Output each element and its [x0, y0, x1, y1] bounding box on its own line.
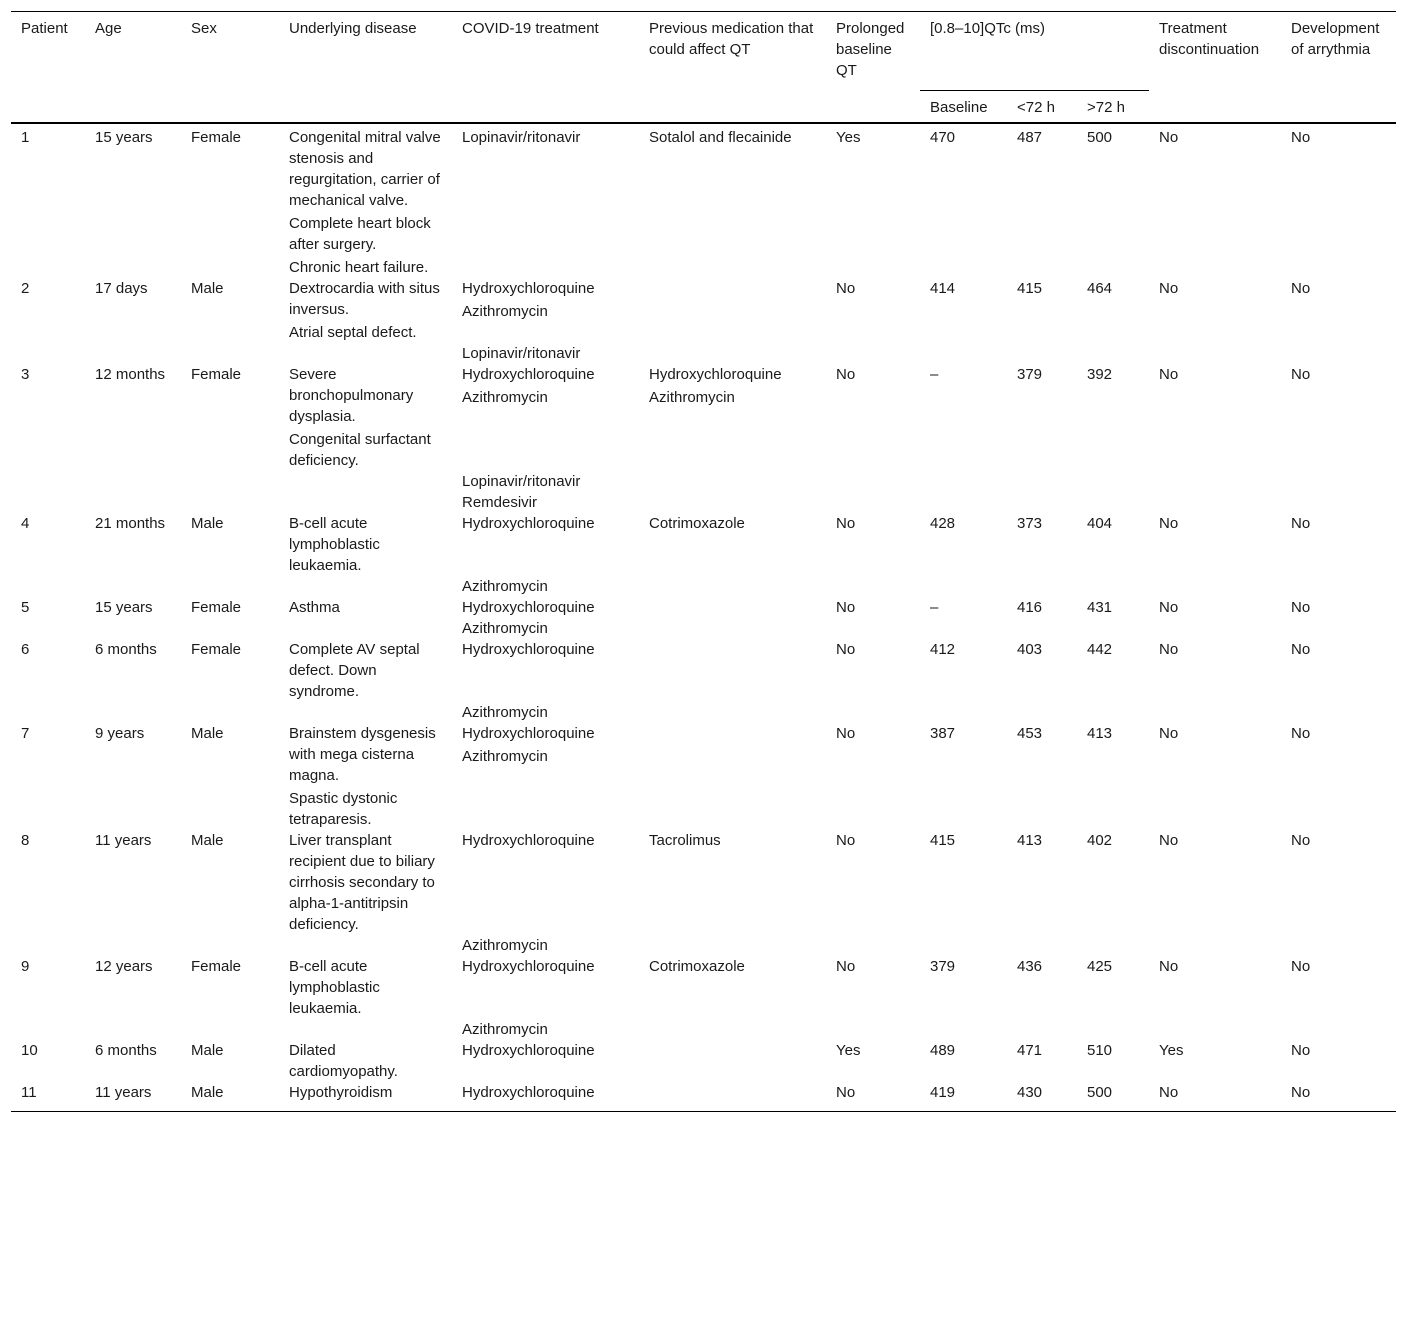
cell-qtc-gt72h: 425 [1087, 958, 1113, 975]
covid-treatment-continuation: Lopinavir/ritonavir Remdesivir [462, 473, 581, 511]
empty-cell [920, 618, 1007, 639]
empty-cell [11, 618, 85, 639]
table-row [11, 1040, 1396, 1082]
header-prolonged-baseline-qt: Prolonged baseline QT [836, 20, 905, 79]
cell-age: 21 months [95, 515, 166, 532]
empty-cell [826, 576, 920, 597]
table-row-continuation [11, 471, 1396, 513]
cell-sex: Male [191, 280, 224, 297]
covid-treatment-continuation: Azithromycin [462, 1021, 548, 1038]
cell-previous-medication-line: Sotalol and flecainide [649, 129, 792, 146]
cell-sex: Female [191, 366, 242, 383]
table-row-continuation [11, 343, 1396, 364]
cell-patient: 2 [21, 280, 30, 297]
empty-cell [826, 935, 920, 956]
empty-cell [1281, 935, 1396, 956]
empty-cell [1077, 935, 1149, 956]
cell-covid-treatment-line: Azithromycin [462, 389, 548, 406]
cell-underlying-disease [279, 830, 452, 935]
empty-cell [920, 576, 1007, 597]
cell-qtc-gt72h: 431 [1087, 599, 1113, 616]
cell-qtc-lt72h: 379 [1017, 366, 1043, 383]
cell-treatment-discontinuation: No [1159, 832, 1179, 849]
cell-qtc-gt72h: 413 [1087, 725, 1113, 742]
table-body [11, 123, 1396, 1112]
cell-covid-treatment [452, 278, 639, 343]
empty-cell [1149, 471, 1281, 513]
cell-sex: Female [191, 599, 242, 616]
cell-qtc-baseline: 379 [930, 958, 956, 975]
cell-covid-treatment [452, 723, 639, 830]
empty-cell [1007, 471, 1077, 513]
empty-cell [1007, 1019, 1077, 1040]
cell-covid-treatment-line: Hydroxychloroquine [462, 515, 595, 532]
cell-underlying-disease-line: Dilated cardiomyopathy. [289, 1042, 398, 1080]
cell-covid-treatment-line: Lopinavir/ritonavir [462, 129, 581, 146]
cell-previous-medication [639, 830, 826, 935]
cell-underlying-disease-line: B-cell acute lymphoblastic leukaemia. [289, 958, 380, 1017]
empty-cell [11, 935, 85, 956]
cell-age: 15 years [95, 599, 153, 616]
cell-age: 12 months [95, 366, 166, 383]
empty-cell [1149, 618, 1281, 639]
cell-covid-treatment [452, 1082, 639, 1112]
empty-cell [826, 702, 920, 723]
cell-age: 6 months [95, 1042, 157, 1059]
cell-treatment-discontinuation: Yes [1159, 1042, 1184, 1059]
cell-underlying-disease [279, 639, 452, 702]
covid-treatment-continuation: Azithromycin [462, 620, 548, 637]
cell-underlying-disease [279, 956, 452, 1019]
cell-age: 11 years [95, 832, 152, 849]
empty-cell [639, 1019, 826, 1040]
cell-development-arrythmia: No [1291, 129, 1311, 146]
cell-covid-treatment-line: Hydroxychloroquine [462, 599, 595, 616]
empty-cell [639, 343, 826, 364]
cell-qtc-baseline: – [930, 366, 939, 383]
cell-patient: 11 [11, 1082, 85, 1112]
empty-cell [1149, 576, 1281, 597]
empty-cell [1149, 343, 1281, 364]
cell-age: 15 years [95, 129, 153, 146]
cell-previous-medication [639, 1082, 826, 1112]
cell-qtc-baseline: 415 [930, 832, 956, 849]
table-row-continuation [11, 576, 1396, 597]
cell-previous-medication [639, 639, 826, 702]
cell-development-arrythmia: No [1291, 641, 1311, 658]
cell-sex: Male [191, 1042, 224, 1059]
empty-cell [85, 576, 181, 597]
cell-qtc-lt72h: 436 [1017, 958, 1043, 975]
table-row-continuation [11, 702, 1396, 723]
empty-cell [85, 343, 181, 364]
covid-treatment-continuation: Lopinavir/ritonavir [462, 345, 581, 362]
header-previous-medication: Previous medication that could affect QT [649, 20, 814, 58]
empty-cell [181, 343, 279, 364]
empty-cell [1077, 576, 1149, 597]
cell-qtc-gt72h: 500 [1087, 129, 1113, 146]
empty-cell [1149, 1019, 1281, 1040]
empty-cell [1077, 702, 1149, 723]
cell-patient: 5 [21, 599, 30, 616]
cell-covid-treatment [452, 956, 639, 1019]
cell-qtc-gt72h: 500 [1077, 1082, 1149, 1112]
cell-qtc-lt72h: 487 [1017, 129, 1043, 146]
empty-cell [920, 935, 1007, 956]
cell-qtc-gt72h: 402 [1087, 832, 1113, 849]
cell-development-arrythmia: No [1291, 599, 1311, 616]
cell-qtc-baseline: 428 [930, 515, 956, 532]
empty-cell [279, 935, 452, 956]
cell-underlying-disease [279, 123, 452, 278]
table-row [11, 278, 1396, 343]
cell-development-arrythmia: No [1291, 366, 1311, 383]
empty-cell [279, 702, 452, 723]
cell-covid-treatment-line: Hydroxychloroquine [462, 832, 595, 849]
cell-qtc-baseline: 489 [930, 1042, 956, 1059]
header-sex: Sex [191, 20, 217, 37]
header-covid-treatment: COVID-19 treatment [462, 20, 599, 37]
cell-qtc-lt72h: 416 [1017, 599, 1043, 616]
cell-underlying-disease-line: Atrial septal defect. [289, 324, 417, 341]
table-container [11, 11, 1396, 1112]
empty-cell [279, 1019, 452, 1040]
cell-sex: Male [191, 832, 224, 849]
cell-patient: 4 [21, 515, 30, 532]
empty-cell [1007, 576, 1077, 597]
cell-covid-treatment-line: Hydroxychloroquine [462, 641, 595, 658]
cell-age: 11 years [85, 1082, 181, 1112]
empty-cell [11, 702, 85, 723]
cell-age: 9 years [95, 725, 145, 742]
empty-cell [1007, 618, 1077, 639]
cell-qtc-gt72h: 392 [1087, 366, 1113, 383]
cell-covid-treatment-line: Hydroxychloroquine [462, 725, 595, 742]
cell-previous-medication [639, 1040, 826, 1082]
header-baseline: Baseline [930, 99, 988, 116]
empty-cell [920, 702, 1007, 723]
cell-underlying-disease-line: Complete AV septal defect. Down syndrome. [289, 641, 420, 700]
cell-covid-treatment-line: Azithromycin [462, 748, 548, 765]
covid-treatment-continuation: Azithromycin [462, 578, 548, 595]
cell-treatment-discontinuation: No [1159, 129, 1179, 146]
cell-treatment-discontinuation: No [1159, 366, 1179, 383]
cell-previous-medication-line: Tacrolimus [649, 832, 721, 849]
table-row [11, 597, 1396, 618]
cell-development-arrythmia: No [1291, 958, 1311, 975]
qtc-table [11, 11, 1396, 1112]
cell-sex: Female [191, 641, 242, 658]
cell-prolonged-baseline-qt: No [826, 1082, 920, 1112]
cell-prolonged-baseline-qt: No [836, 366, 856, 383]
cell-covid-treatment-line: Hydroxychloroquine [462, 958, 595, 975]
cell-covid-treatment [452, 123, 639, 278]
empty-cell [85, 935, 181, 956]
cell-underlying-disease [279, 1082, 452, 1112]
cell-development-arrythmia: No [1291, 1042, 1311, 1059]
cell-previous-medication [639, 956, 826, 1019]
cell-underlying-disease-line: Dextrocardia with situs inversus. [289, 280, 440, 318]
table-row [11, 1082, 1396, 1112]
cell-qtc-gt72h: 510 [1087, 1042, 1113, 1059]
cell-qtc-baseline: 387 [930, 725, 956, 742]
empty-cell [181, 1019, 279, 1040]
cell-prolonged-baseline-qt: No [836, 958, 856, 975]
table-row [11, 123, 1396, 278]
cell-underlying-disease-line: Liver transplant recipient due to biliary cirrhosis secondary to alpha-1-antitripsin deficiency. [289, 832, 435, 933]
cell-prolonged-baseline-qt: No [836, 515, 856, 532]
empty-cell [11, 343, 85, 364]
cell-development-arrythmia: No [1291, 832, 1311, 849]
empty-cell [826, 343, 920, 364]
cell-prolonged-baseline-qt: Yes [836, 1042, 861, 1059]
header-treatment-discontinuation: Treatment discontinuation [1159, 20, 1260, 58]
cell-covid-treatment-line: Hydroxychloroquine [462, 1084, 595, 1101]
empty-cell [181, 471, 279, 513]
empty-cell [1077, 343, 1149, 364]
cell-covid-treatment-line: Azithromycin [462, 303, 548, 320]
empty-cell [1281, 702, 1396, 723]
cell-underlying-disease-line: Congenital mitral valve stenosis and regurgitation, carrier of mechanical valve. [289, 129, 441, 209]
cell-qtc-baseline: 414 [930, 280, 956, 297]
empty-cell [1077, 471, 1149, 513]
cell-age: 6 months [95, 641, 157, 658]
cell-development-arrythmia: No [1281, 1082, 1396, 1112]
cell-underlying-disease [279, 1040, 452, 1082]
table-row [11, 956, 1396, 1019]
empty-cell [279, 618, 452, 639]
cell-patient: 10 [21, 1042, 38, 1059]
cell-patient: 8 [21, 832, 30, 849]
cell-patient: 6 [21, 641, 30, 658]
cell-covid-treatment [452, 364, 639, 471]
cell-sex: Male [181, 1082, 279, 1112]
covid-treatment-continuation: Azithromycin [462, 937, 548, 954]
empty-cell [639, 935, 826, 956]
empty-cell [181, 618, 279, 639]
cell-qtc-gt72h: 442 [1087, 641, 1113, 658]
empty-cell [85, 471, 181, 513]
cell-previous-medication-line: Cotrimoxazole [649, 515, 745, 532]
header-development-arrythmia: Development of arrythmia [1291, 20, 1380, 58]
cell-qtc-lt72h: 413 [1017, 832, 1043, 849]
cell-development-arrythmia: No [1291, 280, 1311, 297]
cell-underlying-disease-line: B-cell acute lymphoblastic leukaemia. [289, 515, 380, 574]
cell-qtc-lt72h: 403 [1017, 641, 1043, 658]
cell-underlying-disease-line: Brainstem dysgenesis with mega cisterna magna. [289, 725, 436, 784]
table-row [11, 364, 1396, 471]
empty-cell [826, 618, 920, 639]
cell-qtc-baseline: 419 [920, 1082, 1007, 1112]
cell-treatment-discontinuation: No [1159, 599, 1179, 616]
cell-patient: 9 [21, 958, 30, 975]
empty-cell [920, 343, 1007, 364]
empty-cell [1281, 618, 1396, 639]
cell-treatment-discontinuation: No [1159, 515, 1179, 532]
cell-qtc-gt72h: 464 [1087, 280, 1113, 297]
cell-patient: 7 [21, 725, 30, 742]
table-row [11, 723, 1396, 830]
empty-cell [85, 702, 181, 723]
cell-treatment-discontinuation: No [1159, 280, 1179, 297]
header-underlying-disease: Underlying disease [289, 20, 417, 37]
cell-underlying-disease [279, 278, 452, 343]
cell-qtc-lt72h: 430 [1007, 1082, 1077, 1112]
header-age: Age [95, 20, 122, 37]
table-row-continuation [11, 618, 1396, 639]
cell-qtc-baseline: 470 [930, 129, 956, 146]
cell-covid-treatment-line: Hydroxychloroquine [462, 366, 595, 383]
cell-qtc-lt72h: 453 [1017, 725, 1043, 742]
cell-underlying-disease [279, 597, 452, 618]
empty-cell [85, 1019, 181, 1040]
cell-prolonged-baseline-qt: No [836, 641, 856, 658]
cell-sex: Female [191, 129, 242, 146]
empty-cell [279, 343, 452, 364]
table-row [11, 639, 1396, 702]
cell-qtc-baseline: 412 [930, 641, 956, 658]
cell-age: 17 days [95, 280, 148, 297]
cell-covid-treatment [452, 830, 639, 935]
header-gt72h: >72 h [1087, 99, 1125, 116]
cell-qtc-baseline: – [930, 599, 939, 616]
cell-previous-medication [639, 513, 826, 576]
cell-treatment-discontinuation: No [1149, 1082, 1281, 1112]
cell-underlying-disease [279, 723, 452, 830]
empty-cell [1149, 702, 1281, 723]
cell-qtc-lt72h: 471 [1017, 1042, 1043, 1059]
cell-underlying-disease-line: Chronic heart failure. [289, 259, 429, 276]
cell-covid-treatment [452, 1040, 639, 1082]
empty-cell [1007, 935, 1077, 956]
empty-cell [181, 935, 279, 956]
empty-cell [826, 471, 920, 513]
cell-previous-medication [639, 597, 826, 618]
cell-previous-medication-line: Hydroxychloroquine [649, 366, 782, 383]
cell-qtc-gt72h: 404 [1087, 515, 1113, 532]
empty-cell [85, 618, 181, 639]
empty-cell [639, 702, 826, 723]
empty-cell [11, 1019, 85, 1040]
empty-cell [639, 618, 826, 639]
cell-previous-medication [639, 278, 826, 343]
cell-underlying-disease-line: Severe bronchopulmonary dysplasia. [289, 366, 414, 425]
empty-cell [181, 702, 279, 723]
header-qtc-group: [0.8–10]QTc (ms) [920, 12, 1149, 92]
cell-patient: 1 [21, 129, 30, 146]
cell-underlying-disease-line: Congenital surfactant deficiency. [289, 431, 431, 469]
table-row-continuation [11, 935, 1396, 956]
cell-underlying-disease [279, 364, 452, 471]
empty-cell [639, 471, 826, 513]
cell-prolonged-baseline-qt: No [836, 599, 856, 616]
empty-cell [1281, 576, 1396, 597]
empty-cell [826, 1019, 920, 1040]
empty-cell [639, 576, 826, 597]
empty-cell [1149, 935, 1281, 956]
empty-cell [1281, 471, 1396, 513]
cell-patient: 3 [21, 366, 30, 383]
cell-treatment-discontinuation: No [1159, 958, 1179, 975]
cell-underlying-disease-line: Complete heart block after surgery. [289, 215, 431, 253]
cell-sex: Female [191, 958, 242, 975]
empty-cell [279, 471, 452, 513]
cell-development-arrythmia: No [1291, 515, 1311, 532]
empty-cell [1007, 702, 1077, 723]
header-patient: Patient [21, 20, 68, 37]
cell-age: 12 years [95, 958, 153, 975]
cell-underlying-disease [279, 513, 452, 576]
cell-previous-medication-line: Azithromycin [649, 389, 735, 406]
empty-cell [181, 576, 279, 597]
empty-cell [11, 471, 85, 513]
empty-cell [1077, 618, 1149, 639]
table-row-continuation [11, 1019, 1396, 1040]
cell-prolonged-baseline-qt: No [836, 725, 856, 742]
covid-treatment-continuation: Azithromycin [462, 704, 548, 721]
cell-development-arrythmia: No [1291, 725, 1311, 742]
cell-prolonged-baseline-qt: Yes [836, 129, 861, 146]
table-row [11, 513, 1396, 576]
cell-covid-treatment [452, 513, 639, 576]
empty-cell [1281, 1019, 1396, 1040]
table-row [11, 830, 1396, 935]
cell-qtc-lt72h: 415 [1017, 280, 1043, 297]
header-lt72h: <72 h [1017, 99, 1055, 116]
cell-previous-medication-line: Cotrimoxazole [649, 958, 745, 975]
empty-cell [1281, 343, 1396, 364]
cell-prolonged-baseline-qt: No [836, 832, 856, 849]
cell-underlying-disease-line: Spastic dystonic tetraparesis. [289, 790, 398, 828]
empty-cell [1007, 343, 1077, 364]
cell-previous-medication [639, 123, 826, 278]
empty-cell [920, 471, 1007, 513]
cell-covid-treatment [452, 639, 639, 702]
cell-prolonged-baseline-qt: No [836, 280, 856, 297]
cell-sex: Male [191, 515, 224, 532]
cell-treatment-discontinuation: No [1159, 641, 1179, 658]
cell-sex: Male [191, 725, 224, 742]
cell-qtc-lt72h: 373 [1017, 515, 1043, 532]
cell-previous-medication [639, 364, 826, 471]
cell-covid-treatment-line: Hydroxychloroquine [462, 1042, 595, 1059]
cell-previous-medication [639, 723, 826, 830]
cell-treatment-discontinuation: No [1159, 725, 1179, 742]
empty-cell [279, 576, 452, 597]
empty-cell [1077, 1019, 1149, 1040]
cell-covid-treatment [452, 597, 639, 618]
cell-underlying-disease-line: Asthma [289, 599, 340, 616]
empty-cell [11, 576, 85, 597]
cell-underlying-disease-line: Hypothyroidism [289, 1084, 393, 1101]
cell-covid-treatment-line: Hydroxychloroquine [462, 280, 595, 297]
empty-cell [920, 1019, 1007, 1040]
